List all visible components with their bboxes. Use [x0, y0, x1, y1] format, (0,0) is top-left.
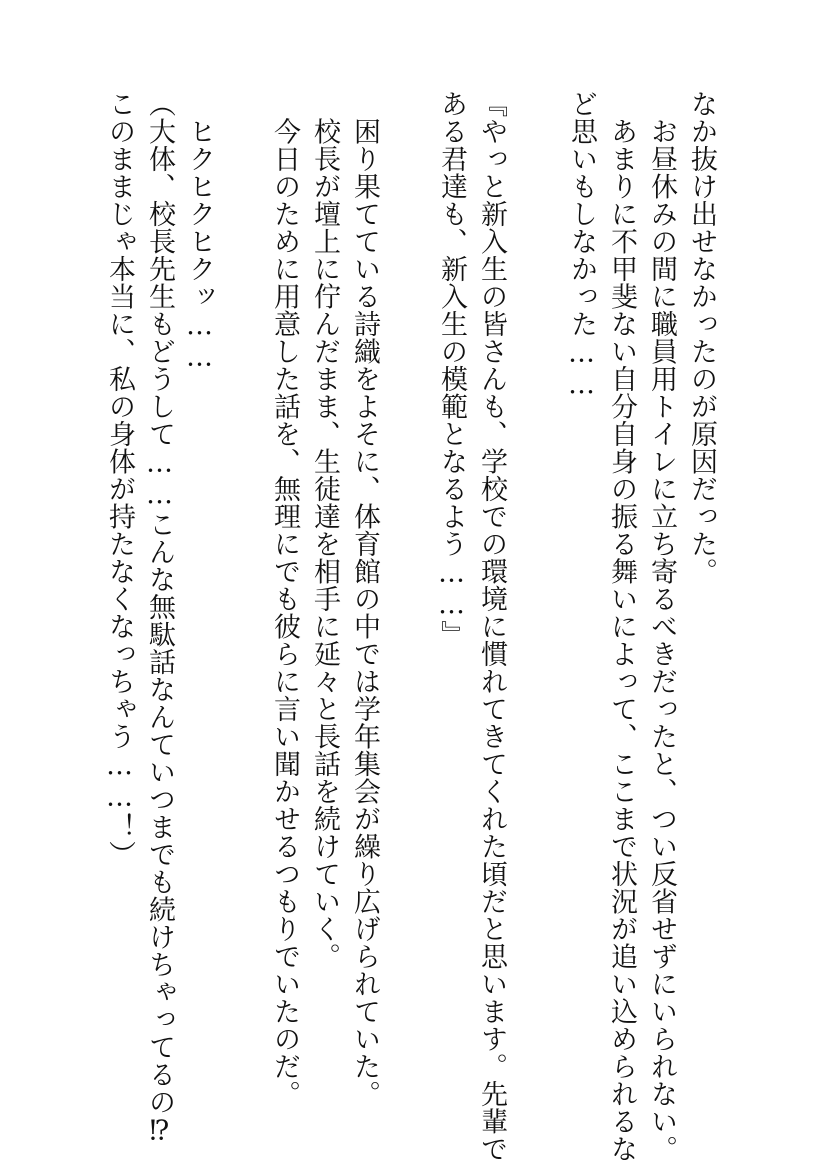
text-line-2: お昼休みの間に職員用トイレに立ち寄るべきだったと、つい反省せずにいられない。 — [646, 90, 677, 1163]
text-line-12: このままじゃ本当に、私の身体が持たなくなっちゃう……！） — [104, 90, 135, 868]
text-line-1: なか抜け出せなかったのが原因だった。 — [686, 90, 717, 585]
text-line-4: ど思いもしなかった…… — [566, 90, 597, 401]
text-line-10: ヒクヒクヒクッ…… — [184, 90, 215, 373]
text-line-5: 『やっと新入生の皆さんも、学校での環境に慣れてきてくれた頃だと思います。先輩で — [476, 90, 507, 1163]
text-line-3: あまりに不甲斐ない自分自身の振る舞いによって、ここまで状況が追い込められるな — [606, 90, 637, 1163]
text-line-7: 困り果てている詩織をよそに、体育館の中では学年集会が繰り広げられていた。 — [349, 90, 380, 1108]
text-line-6: ある君達も、新入生の模範となるよう……』 — [436, 90, 467, 648]
text-line-11: （大体、校長先生もどうして……こんな無駄話なんていつまでも続けちゃってるの⁉ — [144, 90, 175, 1147]
text-line-9: 今日のために用意した話を、無理にでも彼らに言い聞かせるつもりでいたのだ。 — [269, 90, 300, 1108]
text-line-8: 校長が壇上に佇んだまま、生徒達を相手に延々と長話を続けていく。 — [309, 90, 340, 970]
